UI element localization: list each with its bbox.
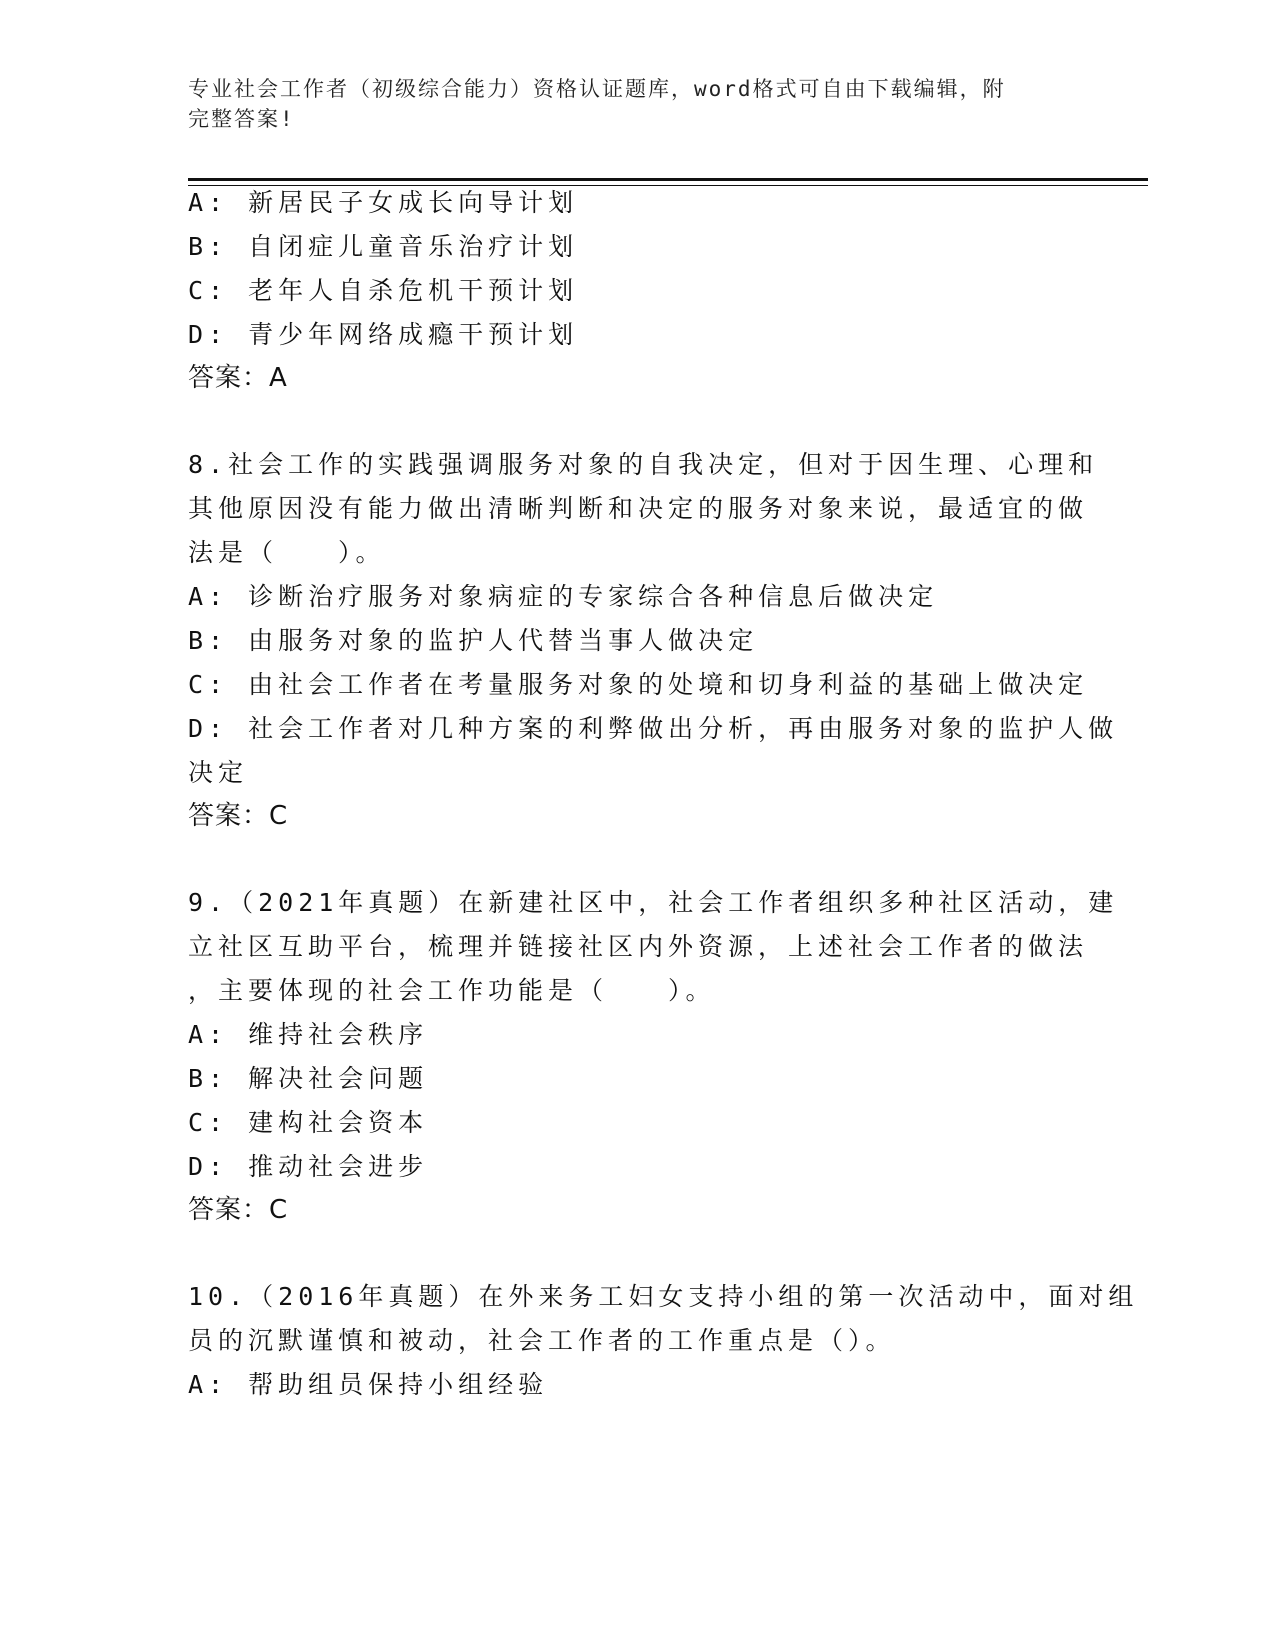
q8-option-d: D: 社会工作者对几种方案的利弊做出分析，再由服务对象的监护人做: [188, 714, 1119, 743]
q9-stem-line-1: 9.（2021年真题）在新建社区中，社会工作者组织多种社区活动，建: [188, 888, 1119, 917]
document-header: [188, 74, 1088, 134]
q9-answer: 答案：C: [188, 1195, 289, 1225]
q8-option-c: C: 由社会工作者在考量服务对象的处境和切身利益的基础上做决定: [188, 670, 1089, 699]
q9-option-d: D: 推动社会进步: [188, 1152, 429, 1181]
q8-stem-line-2: 其他原因没有能力做出清晰判断和决定的服务对象来说，最适宜的做: [188, 494, 1089, 523]
q10-stem-line-2: 员的沉默谨慎和被动，社会工作者的工作重点是（）。: [188, 1326, 896, 1355]
q8-stem-line-1: 8.社会工作的实践强调服务对象的自我决定，但对于因生理、心理和: [188, 450, 1099, 479]
q9-stem-line-3: ，主要体现的社会工作功能是（ ）。: [188, 976, 716, 1005]
q8-stem-line-3: 法是（ ）。: [188, 538, 386, 567]
header-line-1: 专业社会工作者（初级综合能力）资格认证题库，word格式可自由下载编辑，附: [188, 77, 1006, 101]
header-line-2: 完整答案!: [188, 107, 295, 131]
q9-option-c: C: 建构社会资本: [188, 1108, 429, 1137]
q8-option-d-continued: 决定: [188, 758, 249, 787]
q7-option-c: C: 老年人自杀危机干预计划: [188, 276, 579, 305]
q8-option-a: A: 诊断治疗服务对象病症的专家综合各种信息后做决定: [188, 582, 939, 611]
q8-answer: 答案：C: [188, 801, 289, 831]
q9-stem-line-2: 立社区互助平台，梳理并链接社区内外资源，上述社会工作者的做法: [188, 932, 1089, 961]
q10-stem-line-1: 10.（2016年真题）在外来务工妇女支持小组的第一次活动中，面对组: [188, 1282, 1139, 1311]
q7-answer: 答案：A: [188, 363, 288, 393]
q7-option-d: D: 青少年网络成瘾干预计划: [188, 320, 579, 349]
q9-option-b: B: 解决社会问题: [188, 1064, 429, 1093]
q7-option-b: B: 自闭症儿童音乐治疗计划: [188, 232, 579, 261]
q10-option-a: A: 帮助组员保持小组经验: [188, 1370, 549, 1399]
q9-option-a: A: 维持社会秩序: [188, 1020, 429, 1049]
q7-option-a: A: 新居民子女成长向导计划: [188, 188, 579, 217]
q8-option-b: B: 由服务对象的监护人代替当事人做决定: [188, 626, 759, 655]
